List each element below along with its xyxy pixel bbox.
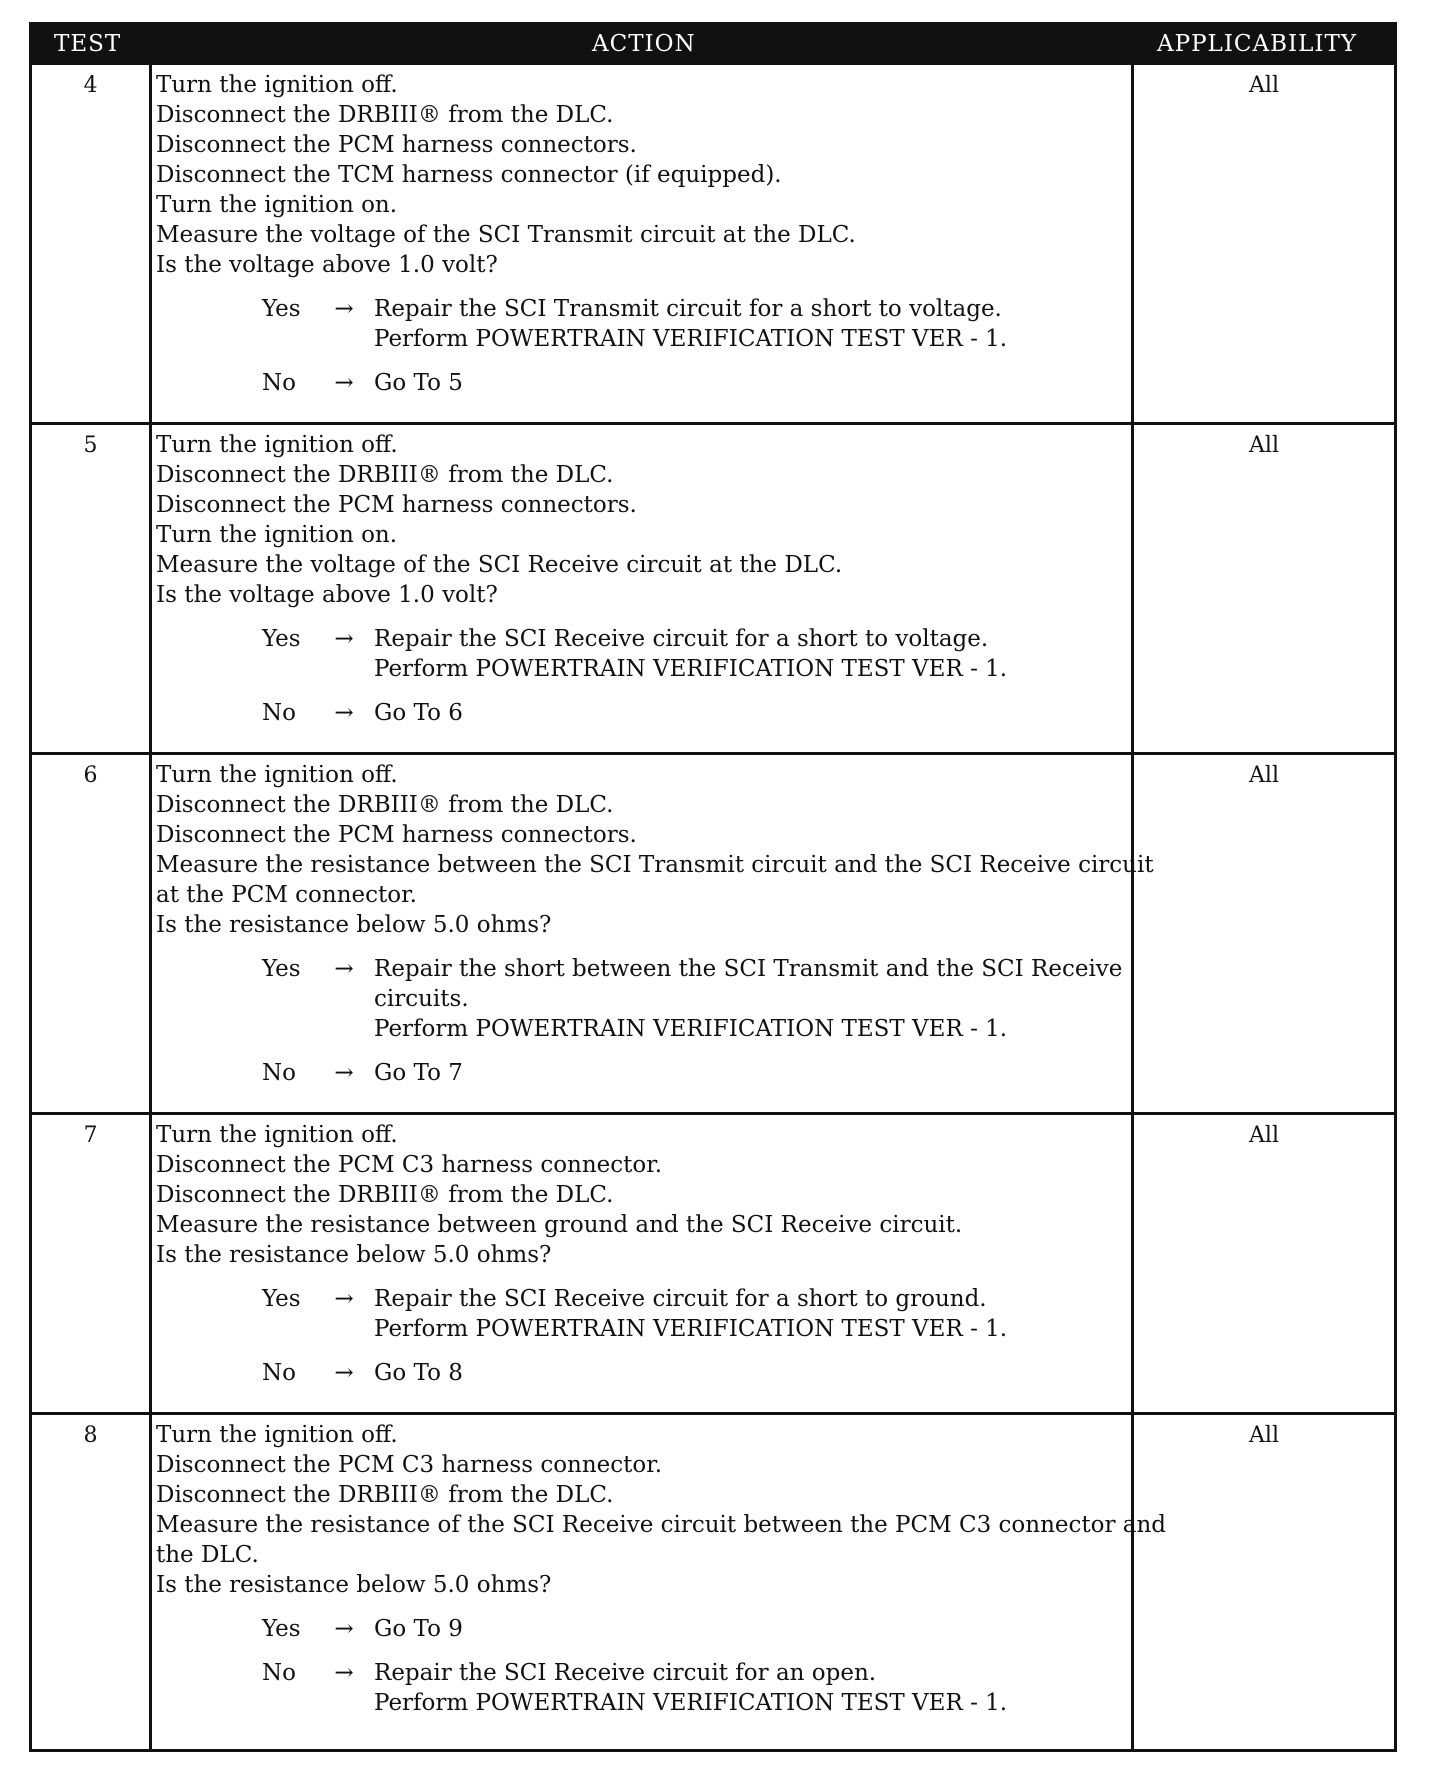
action-step: Disconnect the DRBIII® from the DLC. — [156, 1482, 614, 1508]
yes-branch — [262, 954, 1126, 1044]
no-result-line: Perform POWERTRAIN VERIFICATION TEST VER - 1. — [374, 1690, 1008, 1716]
yes-label: Yes — [262, 956, 301, 982]
yes-label: Yes — [262, 1616, 301, 1642]
arrow-right-icon: → — [334, 626, 354, 652]
action-step: Disconnect the PCM C3 harness connector. — [156, 1452, 663, 1478]
yes-result-line: Perform POWERTRAIN VERIFICATION TEST VER - 1. — [374, 656, 1008, 682]
arrow-right-icon: → — [334, 1616, 354, 1642]
no-branch — [262, 368, 1126, 398]
action-step: Turn the ignition on. — [156, 522, 398, 548]
yes-label: Yes — [262, 296, 301, 322]
arrow-right-icon: → — [334, 1660, 354, 1686]
action-cell — [156, 70, 1126, 398]
no-branch — [262, 1058, 1126, 1088]
action-cell — [156, 1120, 1126, 1388]
action-step: Disconnect the PCM harness connectors. — [156, 132, 637, 158]
action-step: Turn the ignition off. — [156, 1122, 398, 1148]
action-step: Disconnect the DRBIII® from the DLC. — [156, 1182, 614, 1208]
no-label: No — [262, 700, 296, 726]
diagnostic-test-table — [29, 22, 1397, 1752]
yes-result-line: Go To 9 — [374, 1616, 463, 1642]
test-number: 5 — [83, 433, 98, 458]
action-step: Measure the resistance of the SCI Receive circuit between the PCM C3 connector and — [156, 1512, 1167, 1538]
arrow-right-icon: → — [334, 370, 354, 396]
test-row — [32, 425, 1394, 752]
action-step: Disconnect the PCM harness connectors. — [156, 822, 637, 848]
action-cell — [156, 430, 1126, 728]
action-step: at the PCM connector. — [156, 882, 417, 908]
test-number: 8 — [83, 1423, 98, 1448]
header-action: ACTION — [592, 31, 696, 57]
test-number: 4 — [83, 73, 98, 98]
applicability-value: All — [1249, 73, 1279, 98]
action-step: Measure the resistance between ground and the SCI Receive circuit. — [156, 1212, 963, 1238]
action-step: Is the voltage above 1.0 volt? — [156, 252, 498, 278]
test-row — [32, 1115, 1394, 1412]
yes-result-line: Repair the SCI Receive circuit for a short to voltage. — [374, 626, 989, 652]
no-label: No — [262, 1660, 296, 1686]
no-branch — [262, 1358, 1126, 1388]
no-result-line: Go To 8 — [374, 1360, 463, 1386]
action-step: Disconnect the PCM harness connectors. — [156, 492, 637, 518]
action-step: Turn the ignition off. — [156, 1422, 398, 1448]
action-step: Turn the ignition off. — [156, 762, 398, 788]
arrow-right-icon: → — [334, 296, 354, 322]
action-step: Turn the ignition on. — [156, 192, 398, 218]
no-label: No — [262, 370, 296, 396]
yes-label: Yes — [262, 1286, 301, 1312]
action-step: Is the resistance below 5.0 ohms? — [156, 912, 552, 938]
action-cell — [156, 1420, 1167, 1718]
yes-result-line: Perform POWERTRAIN VERIFICATION TEST VER - 1. — [374, 326, 1008, 352]
test-row — [32, 755, 1394, 1112]
applicability-value: All — [1249, 763, 1279, 788]
no-branch — [262, 698, 1126, 728]
action-step: Disconnect the PCM C3 harness connector. — [156, 1152, 663, 1178]
yes-result-line: Perform POWERTRAIN VERIFICATION TEST VER - 1. — [374, 1016, 1008, 1042]
arrow-right-icon: → — [334, 700, 354, 726]
yes-branch — [262, 294, 1126, 354]
yes-result-line: Repair the SCI Receive circuit for a short to ground. — [374, 1286, 987, 1312]
applicability-value: All — [1249, 1123, 1279, 1148]
action-step: Is the resistance below 5.0 ohms? — [156, 1242, 552, 1268]
no-label: No — [262, 1360, 296, 1386]
arrow-right-icon: → — [334, 1360, 354, 1386]
no-label: No — [262, 1060, 296, 1086]
action-step: Measure the voltage of the SCI Transmit circuit at the DLC. — [156, 222, 856, 248]
no-result-line: Go To 5 — [374, 370, 463, 396]
arrow-right-icon: → — [334, 1286, 354, 1312]
action-step: Turn the ignition off. — [156, 432, 398, 458]
action-step: Is the resistance below 5.0 ohms? — [156, 1572, 552, 1598]
applicability-value: All — [1249, 1423, 1279, 1448]
no-result-line: Go To 6 — [374, 700, 463, 726]
action-cell — [156, 760, 1154, 1088]
arrow-right-icon: → — [334, 956, 354, 982]
test-row — [32, 65, 1394, 422]
arrow-right-icon: → — [334, 1060, 354, 1086]
yes-branch — [262, 1614, 1126, 1644]
action-step: Measure the voltage of the SCI Receive circuit at the DLC. — [156, 552, 843, 578]
yes-result-line: Repair the short between the SCI Transmit and the SCI Receive — [374, 956, 1123, 982]
action-step: Is the voltage above 1.0 volt? — [156, 582, 498, 608]
yes-result-line: Perform POWERTRAIN VERIFICATION TEST VER - 1. — [374, 1316, 1008, 1342]
test-row — [32, 1415, 1394, 1749]
action-step: Disconnect the DRBIII® from the DLC. — [156, 462, 614, 488]
action-step: the DLC. — [156, 1542, 259, 1568]
yes-result-line: Repair the SCI Transmit circuit for a short to voltage. — [374, 296, 1002, 322]
no-result-line: Repair the SCI Receive circuit for an open. — [374, 1660, 877, 1686]
action-step: Disconnect the DRBIII® from the DLC. — [156, 102, 614, 128]
action-step: Turn the ignition off. — [156, 72, 398, 98]
applicability-value: All — [1249, 433, 1279, 458]
test-number: 6 — [83, 763, 98, 788]
no-result-line: Go To 7 — [374, 1060, 463, 1086]
header-test: TEST — [54, 31, 122, 57]
yes-branch — [262, 1284, 1126, 1344]
action-step: Measure the resistance between the SCI Transmit circuit and the SCI Receive circuit — [156, 852, 1154, 878]
action-step: Disconnect the DRBIII® from the DLC. — [156, 792, 614, 818]
yes-branch — [262, 624, 1126, 684]
header-applicability: APPLICABILITY — [1157, 31, 1357, 57]
table-header — [32, 25, 1394, 65]
yes-label: Yes — [262, 626, 301, 652]
action-step: Disconnect the TCM harness connector (if equipped). — [156, 162, 782, 188]
no-branch — [262, 1658, 1126, 1718]
yes-result-line: circuits. — [374, 986, 469, 1012]
test-number: 7 — [83, 1123, 98, 1148]
